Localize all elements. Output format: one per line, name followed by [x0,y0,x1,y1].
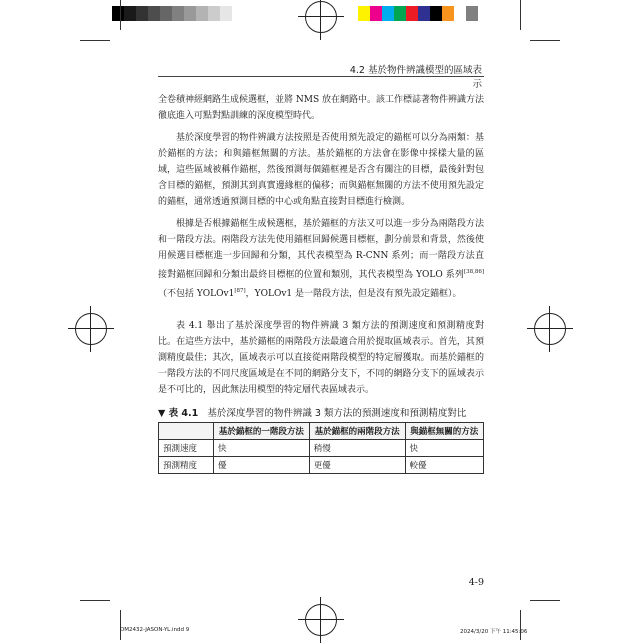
color-swatch [382,6,394,21]
color-swatch [406,6,418,21]
crop-mark [530,600,560,601]
crop-mark [120,610,121,640]
color-swatch [430,6,442,21]
header-rule [158,76,484,77]
table-cell: 較優 [405,457,483,474]
color-swatch [358,6,370,21]
slug-file-info: DM2432-JASON-YL.indd 9 [120,627,190,633]
table-header-cell: 與錨框無關的方法 [405,423,483,440]
color-swatch [232,6,244,21]
table-header-cell [159,423,214,440]
registration-mark-bottom [305,604,337,636]
color-swatch [394,6,406,21]
color-swatch [196,6,208,21]
paragraph-text: ，YOLOv1 是一階段方法，但是沒有預先設定錨框）。 [245,289,462,299]
paragraph-2 [158,130,484,210]
crop-mark [80,40,110,41]
color-swatch [442,6,454,21]
paragraph-text: 表 4.1 舉出了基於深度學習的物件辨識 3 類方法的預測速度和預測精度對比。在這些方法中，基於錨框的兩階段方法最適合用於提取區域表示。首先，其預測精度最佳；其次，區域表示可以直接從兩階段模型的特定層獲取。而基於錨框的一階段方法的不同尺度區域是在不同的網路分支下，不同的網路分支下的區域表示是不可比的，因此無法用模型的特定層代表區域表示。 [158,321,484,395]
crop-mark [520,0,521,30]
color-swatch [370,6,382,21]
paragraph-text: 根據是否根據錨框生成候選框，基於錨框的方法又可以進一步分為兩階段方法和一階段方法。兩階段方法先使用錨框回歸候選目標框，劃分前景和背景，然後使用候選目標框進一步回歸和分類，其代表模型為 R-CNN 系列；而一階段方法直接對錨框回歸和分類出最終目標框的位置和類別，其代表模型為 YOLO 系列 [158,219,484,280]
table-row [159,440,484,457]
comparison-table [158,422,484,474]
table-header-cell: 基於錨框的兩階段方法 [309,423,405,440]
color-swatch [172,6,184,21]
table-cell: 預測速度 [159,440,214,457]
page-number: 4-9 [468,577,484,588]
registration-mark-left [75,313,107,345]
crop-mark [120,0,121,30]
paragraph-text: 基於深度學習的物件辨識方法按照是否使用預先設定的錨框可以分為兩類：基於錨框的方法；和與錨框無關的方法。基於錨框的方法會在影像中採樣大量的區域，這些區域被稱作錨框，然後預測每個錨框裡是否含有關注的目標，最後針對包含目標的錨框，預測其到真實邊緣框的偏移；而與錨框無關的方法不使用預先設定的錨框，通常透過預測目標的中心或角點直接對目標進行檢測。 [158,133,484,207]
color-swatch [112,6,124,21]
color-swatch [466,6,478,21]
color-swatch [124,6,136,21]
color-swatch [418,6,430,21]
table-header-cell: 基於錨框的一階段方法 [214,423,310,440]
table-cell: 優 [214,457,310,474]
grayscale-color-bar [112,6,244,21]
paragraph-text: （不包括 YOLOv1 [158,289,235,299]
table-cell: 稍慢 [309,440,405,457]
color-swatch [148,6,160,21]
cmyk-color-bar [358,6,478,21]
paragraph-4 [158,318,484,398]
table-header-row [159,423,484,440]
color-swatch [184,6,196,21]
slug-timestamp: 2024/3/20 下午 11:45:06 [460,629,528,635]
table-caption [158,405,484,419]
registration-mark-top [305,1,337,33]
table-cell: 快 [405,440,483,457]
registration-mark-right [534,313,566,345]
table-cell: 更優 [309,457,405,474]
citation: [38,86] [463,269,484,275]
color-swatch [220,6,232,21]
paragraph-1 [158,92,484,124]
crop-mark [520,610,521,640]
color-swatch [136,6,148,21]
crop-mark [530,40,560,41]
table-cell: 預測精度 [159,457,214,474]
paragraph-3 [158,216,484,302]
running-header: 4.2 基於物件辨識模型的區域表示 [349,65,482,90]
citation: [87] [234,288,246,294]
table-caption-text: 基於深度學習的物件辨識 3 類方法的預測速度和預測精度對比 [207,408,467,419]
table-row [159,457,484,474]
table-cell: 快 [214,440,310,457]
color-swatch [454,6,466,21]
color-swatch [208,6,220,21]
color-swatch [160,6,172,21]
table-caption-label: ▼ 表 4.1 [158,408,199,419]
paragraph-text: 全卷積神經網路生成候選框，並將 NMS 放在網路中。該工作標誌著物件辨識方法徹底進入可點對點訓練的深度模型時代。 [158,95,484,121]
crop-mark [80,600,110,601]
